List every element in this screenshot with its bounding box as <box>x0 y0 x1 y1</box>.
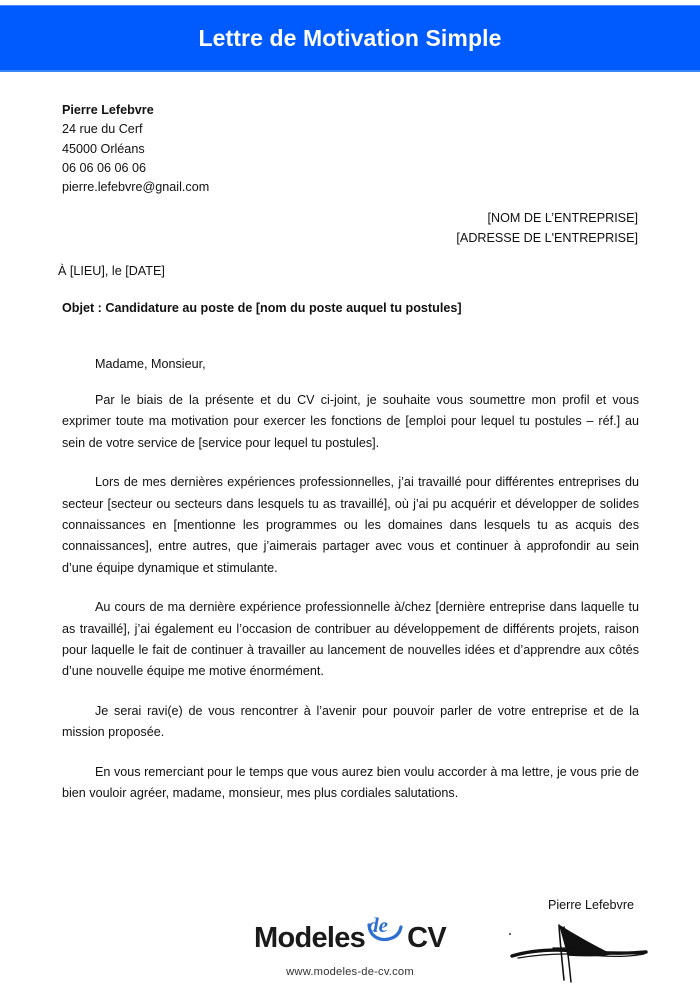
sender-street: 24 rue du Cerf <box>62 122 143 137</box>
paragraph: Au cours de ma dernière expérience professionnelle à/chez [dernière entreprise dans laquelle tu as travaillé], j’ai également eu l’occasion de contribuer au développement de différents projets, raison pour laquelle le fait de continuer à travailler au lancement de nouvelles idées et d’apprendre aux côtés d’une nouvelle équipe me motive énormément. <box>62 600 639 679</box>
sender-name: Pierre Lefebvre <box>62 103 154 117</box>
page-title: Lettre de Motivation Simple <box>198 24 502 51</box>
paragraph: Lors de mes dernières expériences professionnelles, j’ai travaillé pour différentes entreprises du secteur [secteur ou secteurs dans lesquels tu as travaillé], où j’ai pu acquérir et développer de solides connaissances en [mentionne les programmes ou les domaines dans lesquels tu as acquis des connaissances], entre autres, que j’aimerais partager avec vous et continuer à approfondir au sein d’une équipe dynamique et stimulante. <box>62 475 639 575</box>
footer <box>0 915 700 978</box>
footer-url: www.modeles-de-cv.com <box>286 966 414 978</box>
sender-address-block <box>62 101 209 197</box>
smile-arc-icon <box>366 921 404 943</box>
salutation: Madame, Monsieur, <box>95 357 206 371</box>
letter-paragraphs <box>62 390 639 805</box>
paragraph: En vous remerciant pour le temps que vous aurez bien voulu accorder à ma lettre, je vous prie de bien vouloir agréer, madame, monsieur, mes plus cordiales salutations. <box>62 764 639 801</box>
modeles-de-cv-logo <box>253 913 447 954</box>
logo-text-cv: CV <box>407 922 447 954</box>
sender-email: pierre.lefebvre@gnail.com <box>62 180 210 195</box>
paragraph: Je serai ravi(e) de vous rencontrer à l’avenir pour pouvoir parler de votre entreprise et de la mission proposée. <box>62 703 639 740</box>
place-and-date: À [LIEU], le [DATE] <box>58 264 165 278</box>
recipient-company-name: [NOM DE L’ENTREPRISE] <box>487 211 638 225</box>
logo-de-group <box>365 915 407 947</box>
header-banner <box>0 5 700 72</box>
paragraph: Par le biais de la présente et du CV ci-joint, je souhaite vous soumettre mon profil et vous exprimer toute ma motivation pour exercer les fonctions de [emploi pour lequel tu postules – réf.] au sein de votre service de [service pour lequel tu postules]. <box>62 393 639 450</box>
logo-text-de: de <box>368 913 388 937</box>
sender-phone: 06 06 06 06 06 <box>62 160 147 175</box>
signature-name: Pierre Lefebvre <box>547 898 635 912</box>
recipient-company-address: [ADRESSE DE L'ENTREPRISE] <box>456 230 638 245</box>
subject-line: Objet : Candidature au poste de [nom du poste auquel tu postules] <box>62 301 462 315</box>
sender-city: 45000 Orléans <box>62 141 145 156</box>
logo-text-modeles: Modeles <box>253 922 366 954</box>
recipient-address-block <box>456 209 638 248</box>
